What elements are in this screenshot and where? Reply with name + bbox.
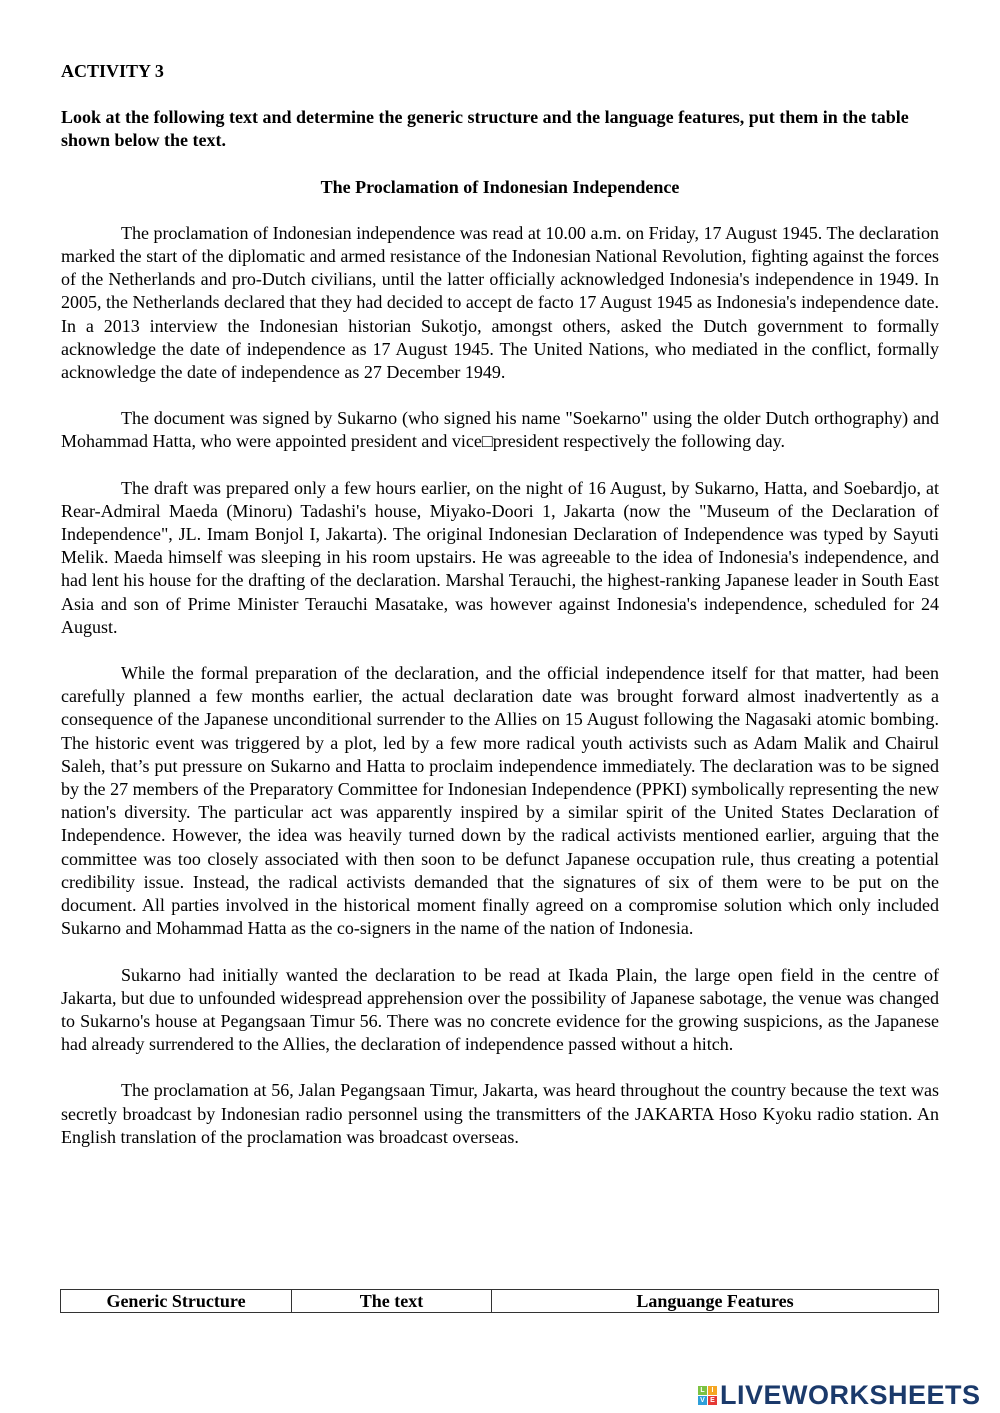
paragraph-6: The proclamation at 56, Jalan Pegangsaan Timur, Jakarta, was heard throughout the country because the text was secretly broadcast by Indonesian radio personnel using the transmitters of the JAKARTA Hoso Kyoku radio station. An English translation of the proclamation was broadcast overseas. [61,1080,939,1147]
analysis-table [60,1289,939,1313]
logo-text: LIVEWORKSHEETS [720,1380,981,1410]
logo-cube-l: L [698,1386,707,1395]
logo-cube-v: V [698,1396,707,1405]
paragraph-4: While the formal preparation of the declaration, and the official independence itself for that matter, had been carefully planned a few months earlier, the actual declaration date was brought forward almost inadvertently as a consequence of the Japanese unconditional surrender to the Allies on 15 August following the Nagasaki atomic bombing. The historic event was triggered by a plot, led by a few more radical youth activists such as Adam Malik and Chairul Saleh, that’s put pressure on Sukarno and Hatta to proclaim independence immediately. The declaration was to be signed by the 27 members of the Preparatory Committee for Indonesian Independence (PPKI) symbolically representing the new nation's diversity. The particular act was apparently inspired by a similar spirit of the United States Declaration of Independence. However, the idea was heavily turned down by the radical activists mentioned earlier, arguing that the committee was too closely associated with then soon to be defunct Japanese occupation rule, thus creating a potential credibility issue. Instead, the radical activists demanded that the signatures of six of them were to be put on the document. All parties involved in the historical moment finally agreed on a compromise solution which only included Sukarno and Mohammad Hatta as the co-signers in the name of the nation of Indonesia. [61,663,939,939]
header-the-text: The text [292,1290,492,1313]
paragraph-2: The document was signed by Sukarno (who signed his name "Soekarno" using the older Dutch orthography) and Mohammad Hatta, who were appointed president and vice□president respectively the following day. [61,408,939,452]
header-generic-structure: Generic Structure [61,1290,292,1313]
logo-cubes-icon [698,1386,717,1405]
text-title: The Proclamation of Indonesian Independence [320,176,680,197]
liveworksheets-logo [698,1380,981,1411]
paragraph-5: Sukarno had initially wanted the declaration to be read at Ikada Plain, the large open field in the centre of Jakarta, but due to unfounded widespread apprehension over the possibility of Japanese sabotage, the venue was changed to Sukarno's house at Pegangsaan Timur 56. There was no concrete evidence for the growing suspicions, as the Japanese had already surrendered to the Allies, the declaration of independence passed without a hitch. [61,964,939,1055]
instruction-text: Look at the following text and determine the generic structure and the language features, put them in the table shown below the text. [61,107,909,151]
worksheet-page [61,60,939,1172]
header-language-features: Languange Features [492,1290,939,1313]
logo-cube-e: E [708,1396,717,1405]
paragraph-1: The proclamation of Indonesian independence was read at 10.00 a.m. on Friday, 17 August 1945. The declaration marked the start of the diplomatic and armed resistance of the Indonesian National Revolution, fighting against the forces of the Netherlands and pro-Dutch civilians, until the latter officially acknowledged Indonesia's independence in 1949. In 2005, the Netherlands declared that they had decided to accept de facto 17 August 1945 as Indonesia's independence date. In a 2013 interview the Indonesian historian Sukotjo, amongst others, asked the Dutch government to formally acknowledge the date of independence as 17 August 1945. The United Nations, who mediated in the conflict, formally acknowledge the date of independence as 27 December 1949. [61,222,939,383]
activity-heading: ACTIVITY 3 [61,61,164,81]
paragraph-3: The draft was prepared only a few hours earlier, on the night of 16 August, by Sukarno, Hatta, and Soebardjo, at Rear-Admiral Maeda (Minoru) Tadashi's house, Miyako-Doori 1, Jakarta (now the "Museum of the Declaration of Independence", JL. Imam Bonjol I, Jakarta). The original Indonesian Declaration of Independence was typed by Sayuti Melik. Maeda himself was sleeping in his room upstairs. He was agreeable to the idea of Indonesia's independence, and had lent his house for the drafting of the declaration. Marshal Terauchi, the highest-ranking Japanese leader in South East Asia and son of Prime Minister Terauchi Masatake, was however against Indonesia's independence, scheduled for 24 August. [61,477,939,637]
logo-cube-i: I [708,1386,717,1395]
table-header-row [61,1290,939,1313]
